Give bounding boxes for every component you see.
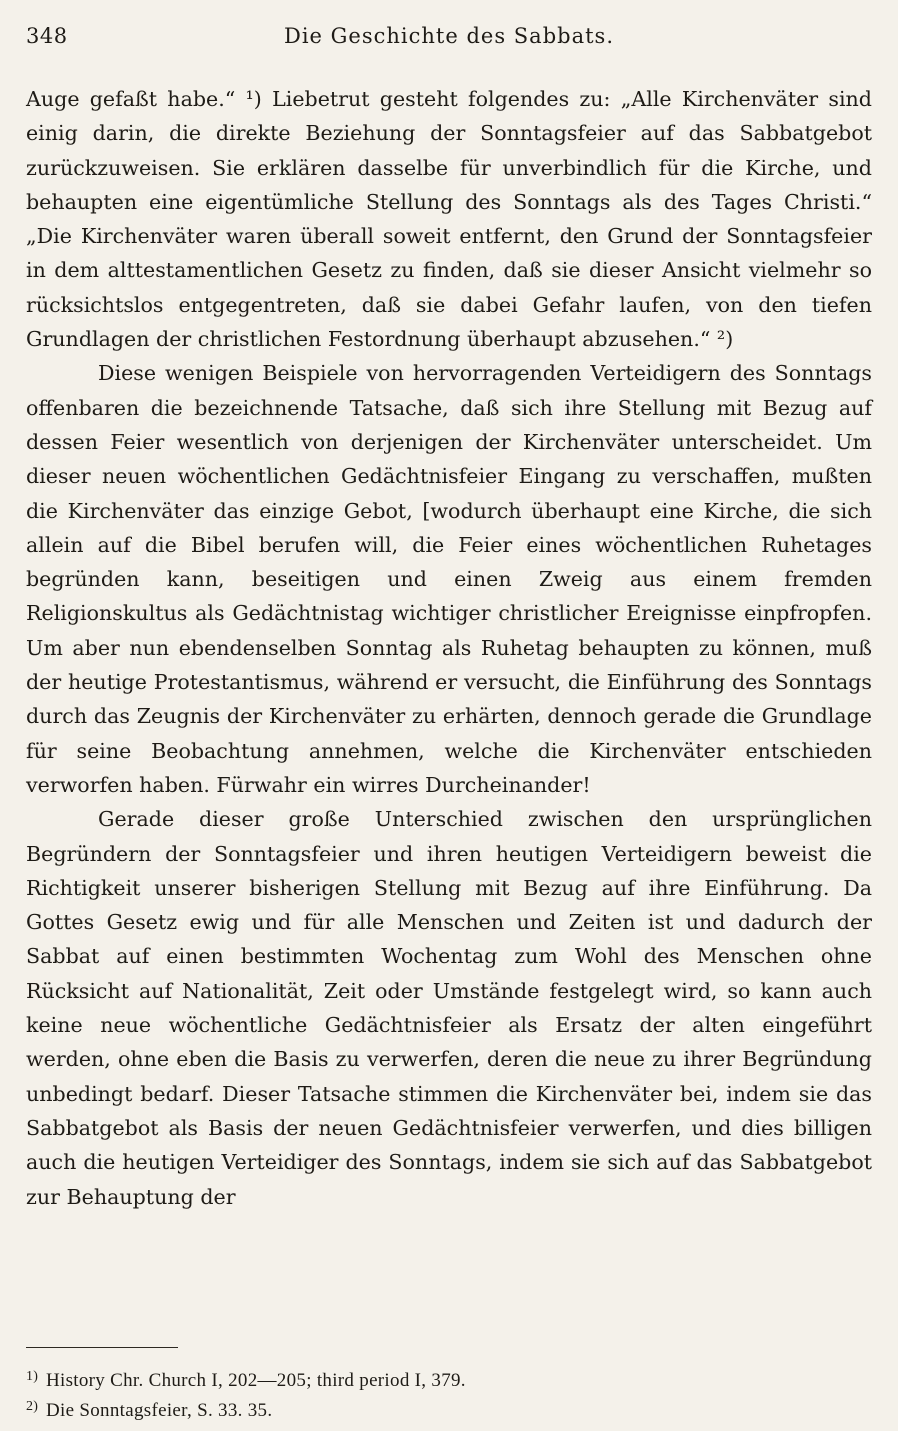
page-header	[26, 14, 872, 54]
page-number: 348	[26, 24, 68, 48]
paragraph-1: Auge gefaßt habe.“ ¹) Liebetrut gesteht folgendes zu: „Alle Kirchenväter sind einig darin, die direkte Beziehung der Sonntagsfeier auf das Sabbatgebot zurückzuweisen. Sie erklären dasselbe für unverbindlich für die Kirche, und behaupten eine eigentümliche Stellung des Sonntags als des Tages Christi.“ „Die Kirchenväter waren überall soweit entfernt, den Grund der Sonntagsfeier in dem alttestamentlichen Gesetz zu finden, daß sie dieser Ansicht vielmehr so rücksichtslos entgegentreten, daß sie dabei Gefahr laufen, von den tiefen Grundlagen der christlichen Festordnung überhaupt abzusehen.“ ²)	[26, 87, 872, 352]
footnote-2-text: Die Sonntagsfeier, S. 33. 35.	[46, 1400, 273, 1421]
main-text	[26, 82, 872, 1214]
footnotes	[26, 1364, 872, 1424]
running-title: Die Geschichte des Sabbats.	[284, 24, 614, 48]
footnote-1	[26, 1364, 872, 1394]
book-page	[26, 14, 872, 1421]
paragraph-2: Diese wenigen Beispiele von hervorragenden Verteidigern des Sonntags offenbaren die bezeichnende Tatsache, daß sich ihre Stellung mit Bezug auf dessen Feier wesentlich von derjenigen der Kirchenväter unterscheidet. Um dieser neuen wöchentlichen Gedächtnisfeier Eingang zu verschaffen, mußten die Kirchenväter das einzige Gebot, [wodurch überhaupt eine Kirche, die sich allein auf die Bibel berufen will, die Feier eines wöchentlichen Ruhetages begründen kann, beseitigen und einen Zweig aus einem fremden Religionskultus als Gedächtnistag wichtiger christlicher Ereignisse einpfropfen. Um aber nun ebendenselben Sonntag als Ruhetag behaupten zu können, muß der heutige Protestantismus, während er versucht, die Einführung des Sonntags durch das Zeugnis der Kirchenväter zu erhärten, dennoch gerade die Grundlage für seine Beobachtung annehmen, welche die Kirchenväter entschieden verworfen haben. Fürwahr ein wirres Durcheinander!	[26, 361, 872, 797]
footnote-2-mark: 2)	[26, 1399, 39, 1414]
footnote-1-text: History Chr. Church I, 202—205; third period I, 379.	[46, 1370, 466, 1391]
footnote-divider	[26, 1347, 178, 1348]
footnote-2	[26, 1394, 872, 1424]
footnote-1-mark: 1)	[26, 1369, 39, 1384]
paragraph-3: Gerade dieser große Unterschied zwischen den ursprünglichen Begründern der Sonntagsfeier und ihren heutigen Verteidigern beweist die Richtigkeit unserer bisherigen Stellung mit Bezug auf ihre Einführung. Da Gottes Gesetz ewig und für alle Menschen und Zeiten ist und dadurch der Sabbat auf einen bestimmten Wochentag zum Wohl des Menschen ohne Rücksicht auf Nationalität, Zeit oder Umstände festgelegt wird, so kann auch keine neue wöchentliche Gedächtnisfeier als Ersatz der alten eingeführt werden, ohne eben die Basis zu verwerfen, deren die neue zu ihrer Begründung unbedingt bedarf. Dieser Tatsache stimmen die Kirchenväter bei, indem sie das Sabbatgebot als Basis der neuen Gedächtnisfeier verwerfen, und dies billigen auch die heutigen Verteidiger des Sonntags, indem sie sich auf das Sabbatgebot zur Behauptung der	[26, 807, 872, 1209]
